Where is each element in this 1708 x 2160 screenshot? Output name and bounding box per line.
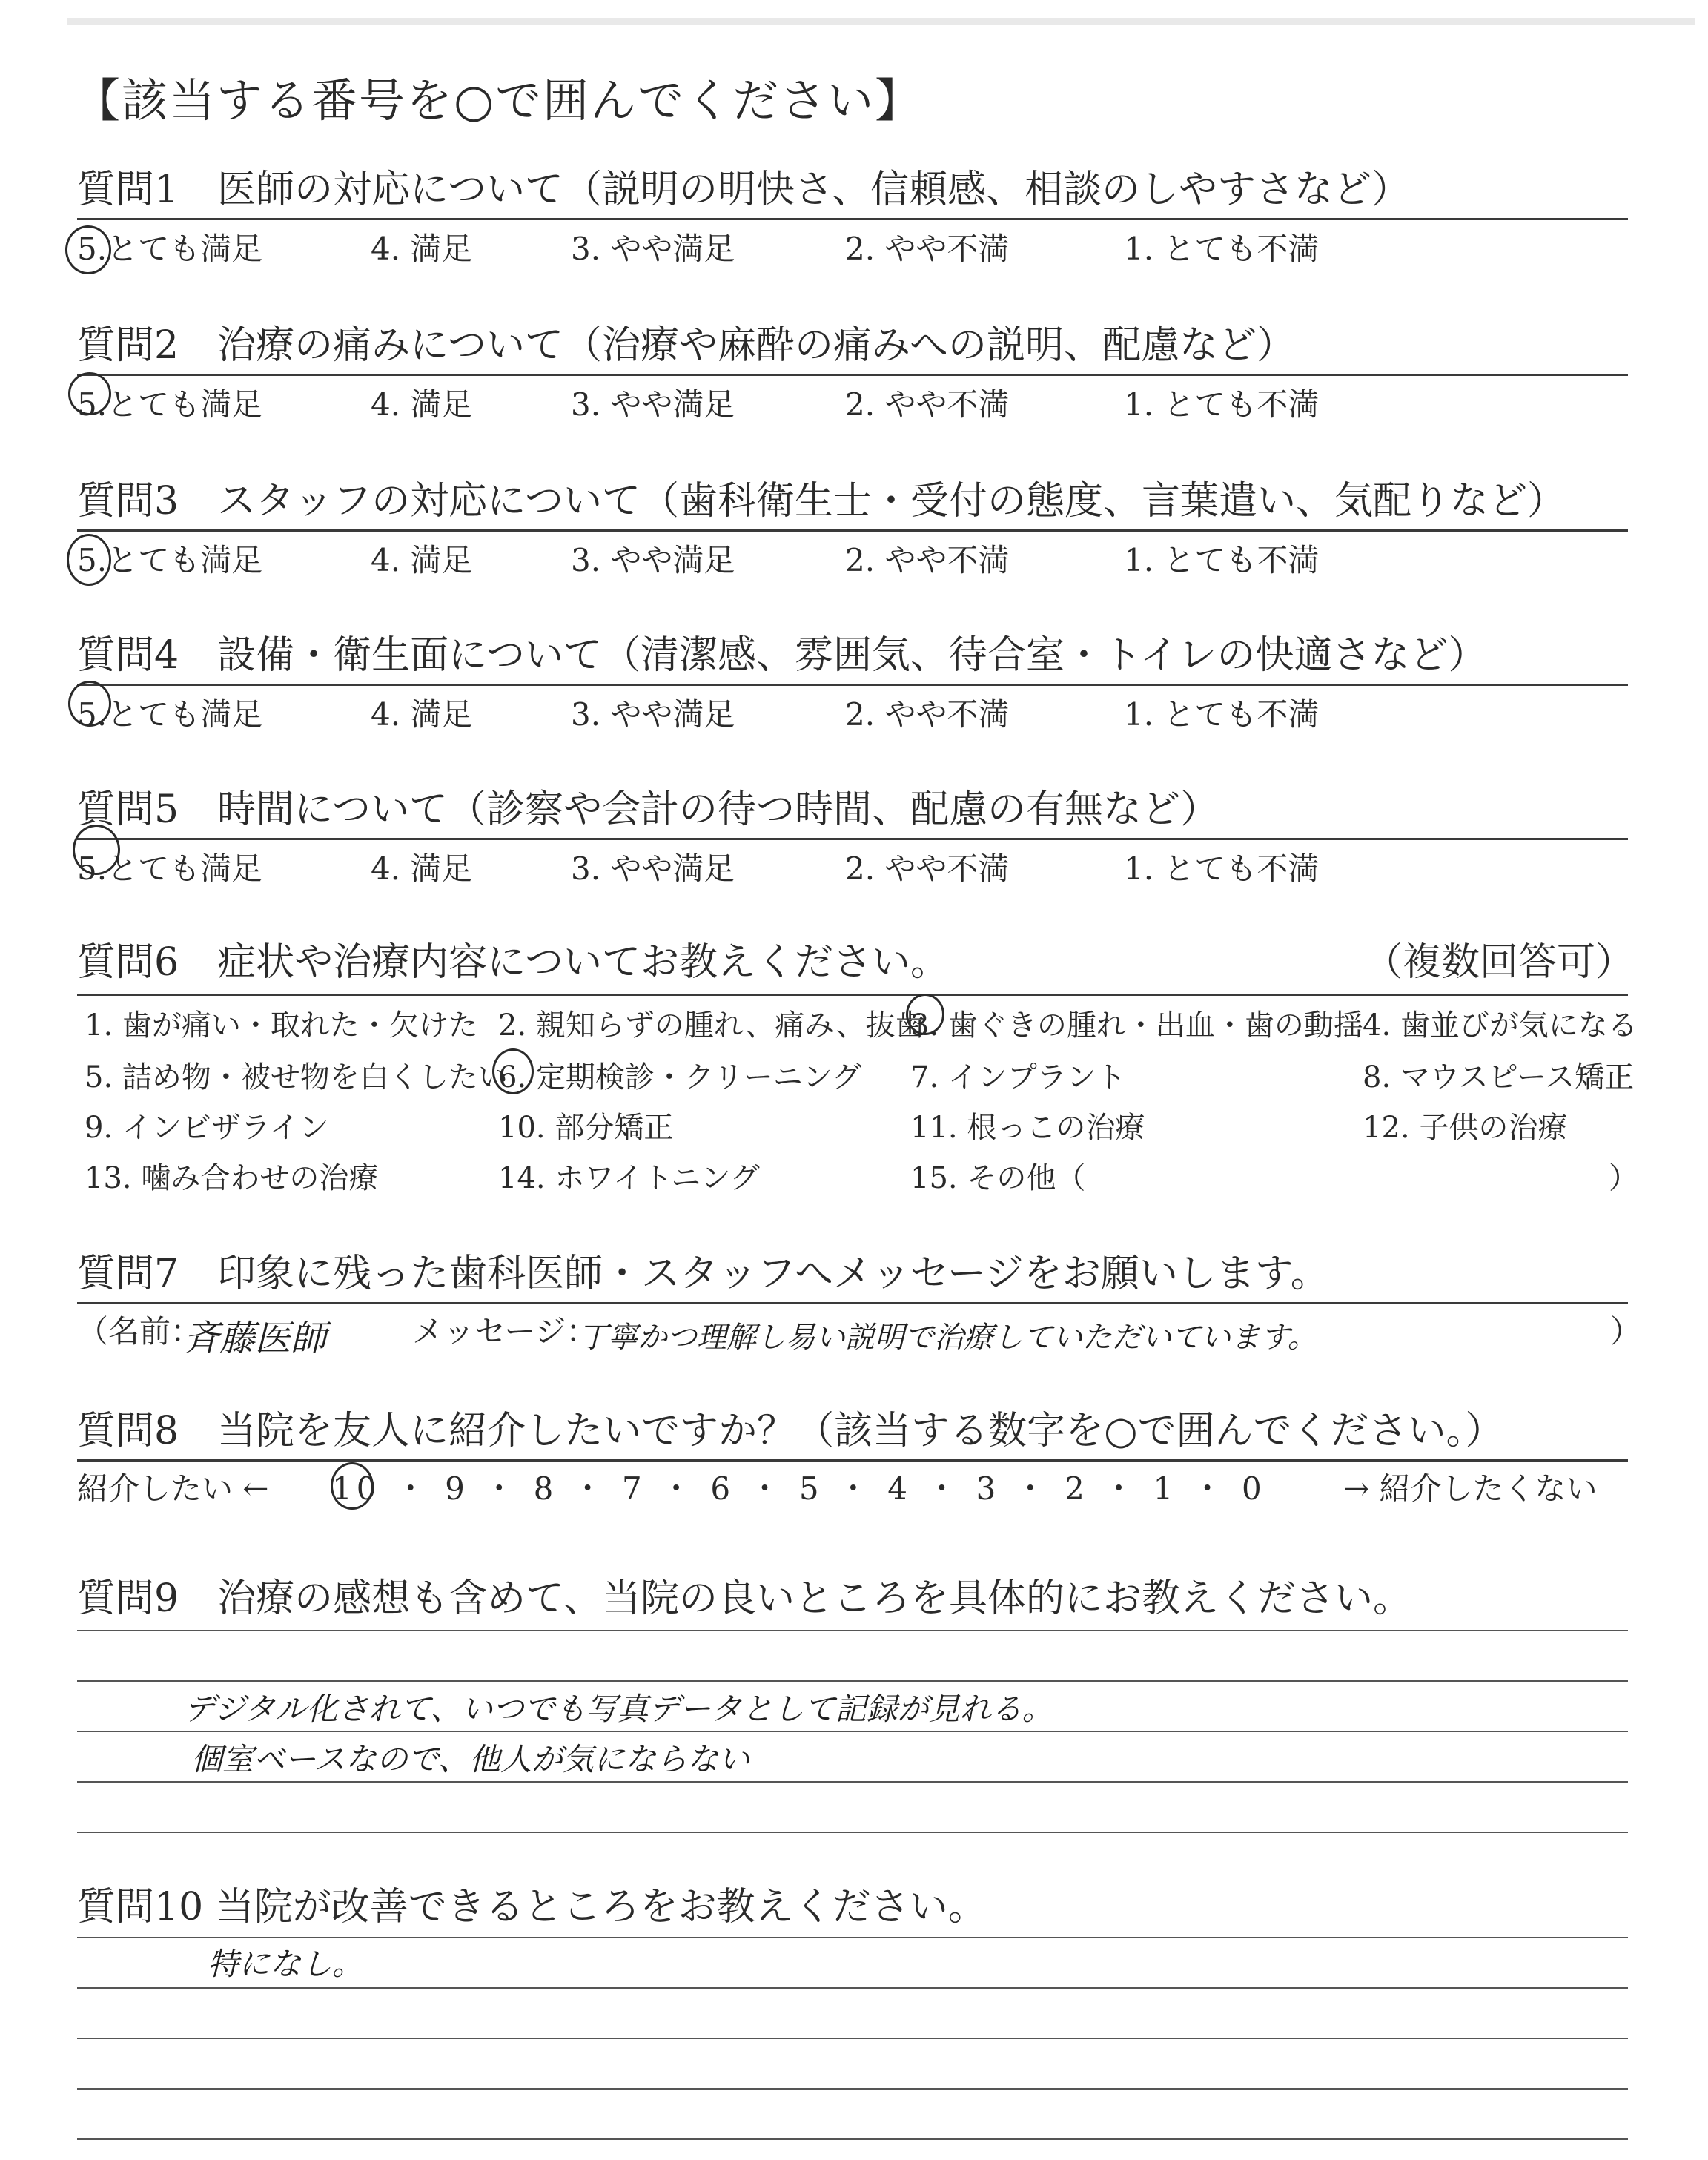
q9-answer-line-1[interactable]: デジタル化されて、いつでも写真データとして記録が見れる。 — [184, 1691, 1053, 1727]
q4-answer-circle — [68, 681, 111, 727]
q9-line-5 — [77, 1832, 1628, 1833]
page-heading: 【該当する番号を○で囲んでください】 — [74, 73, 923, 128]
question-10: 質問10 当院が改善できるところをお教えください。 — [77, 1885, 987, 1929]
q6-item-2[interactable]: 2. 親知らずの腫れ、痛み、抜歯 — [498, 1008, 925, 1043]
q7-message-label: メッセージ： — [412, 1313, 598, 1350]
q10-line-2 — [77, 1987, 1628, 1989]
q6-item-11[interactable]: 11. 根っこの治療 — [910, 1111, 1145, 1145]
q10-line-4 — [77, 2088, 1628, 2090]
q8-scale[interactable]: 10 ・ 9 ・ 8 ・ 7 ・ 6 ・ 5 ・ 4 ・ 3 ・ 2 ・ 1 ・ 0 — [332, 1470, 1266, 1507]
q6-answer-circle-3 — [906, 994, 944, 1035]
q2-answer-circle — [68, 372, 111, 415]
q8-left-label: 紹介したい ← — [77, 1470, 269, 1507]
q3-option-3[interactable]: 3. やや満足 — [571, 542, 735, 578]
q1-option-5[interactable]: 5.とても満足 — [77, 231, 263, 267]
q9-line-1 — [77, 1630, 1628, 1631]
q10-line-3 — [77, 2038, 1628, 2039]
q9-line-4 — [77, 1781, 1628, 1783]
q9-line-2 — [77, 1680, 1628, 1682]
q6-item-9[interactable]: 9. インビザライン — [85, 1111, 329, 1145]
q6-item-13[interactable]: 13. 噛み合わせの治療 — [85, 1161, 379, 1195]
q6-answer-circle-6 — [492, 1048, 534, 1094]
q6-item-15[interactable]: 15. その他（ — [910, 1161, 1086, 1195]
q2-option-3[interactable]: 3. やや満足 — [571, 386, 735, 423]
q5-option-5[interactable]: 5.とても満足 — [77, 851, 263, 887]
scan-top-edge — [67, 18, 1695, 25]
question-6-rule — [77, 994, 1628, 996]
q4-option-3[interactable]: 3. やや満足 — [571, 696, 735, 733]
q4-option-2[interactable]: 2. やや不満 — [845, 696, 1010, 733]
question-4-rule — [77, 684, 1628, 686]
question-8-rule — [77, 1459, 1628, 1462]
q5-option-4[interactable]: 4. 満足 — [371, 851, 473, 887]
question-2-rule — [77, 374, 1628, 376]
q4-option-5[interactable]: 5.とても満足 — [77, 696, 263, 733]
question-7: 質問7 印象に残った歯科医師・スタッフへメッセージをお願いします。 — [77, 1252, 1329, 1296]
q1-option-1[interactable]: 1. とても不満 — [1124, 231, 1320, 267]
question-3-rule — [77, 529, 1628, 532]
q5-option-2[interactable]: 2. やや不満 — [845, 851, 1010, 887]
q10-line-5 — [77, 2138, 1628, 2140]
q5-option-3[interactable]: 3. やや満足 — [571, 851, 735, 887]
q6-item-12[interactable]: 12. 子供の治療 — [1363, 1111, 1568, 1145]
question-9: 質問9 治療の感想も含めて、当院の良いところを具体的にお教えください。 — [77, 1576, 1412, 1621]
q3-option-5[interactable]: 5.とても満足 — [77, 542, 263, 578]
question-8: 質問8 当院を友人に紹介したいですか？（該当する数字を○で囲んでください。） — [77, 1409, 1504, 1453]
q2-option-2[interactable]: 2. やや不満 — [845, 386, 1010, 423]
q6-item-7[interactable]: 7. インプラント — [910, 1060, 1126, 1094]
question-6-note: （複数回答可） — [1364, 940, 1635, 985]
q5-option-1[interactable]: 1. とても不満 — [1124, 851, 1320, 887]
q10-line-1 — [77, 1937, 1628, 1938]
q6-item-6[interactable]: 6. 定期検診・クリーニング — [498, 1060, 862, 1094]
q2-option-1[interactable]: 1. とても不満 — [1124, 386, 1320, 423]
q5-answer-circle — [73, 825, 120, 875]
q1-answer-circle — [65, 225, 111, 274]
q6-item-10[interactable]: 10. 部分矯正 — [498, 1111, 674, 1145]
q6-item-3[interactable]: 3. 歯ぐきの腫れ・出血・歯の動揺 — [910, 1008, 1363, 1043]
question-2: 質問2 治療の痛みについて（治療や麻酔の痛みへの説明、配慮など） — [77, 323, 1296, 368]
q7-close-paren: ） — [1610, 1313, 1642, 1350]
question-1: 質問1 医師の対応について（説明の明快さ、信頼感、相談のしやすさなど） — [77, 168, 1410, 212]
q9-line-3 — [77, 1731, 1628, 1732]
q3-option-4[interactable]: 4. 満足 — [371, 542, 473, 578]
question-4: 質問4 設備・衛生面について（清潔感、雰囲気、待合室・トイレの快適さなど） — [77, 633, 1487, 678]
q4-option-1[interactable]: 1. とても不満 — [1124, 696, 1320, 733]
q1-option-4[interactable]: 4. 満足 — [371, 231, 473, 267]
q6-item-4[interactable]: 4. 歯並びが気になる — [1363, 1008, 1638, 1043]
q1-option-3[interactable]: 3. やや満足 — [571, 231, 735, 267]
q7-name-value[interactable]: 斉藤医師 — [184, 1318, 327, 1359]
question-3: 質問3 スタッフの対応について（歯科衛生士・受付の態度、言葉遣い、気配りなど） — [77, 479, 1566, 524]
question-5: 質問5 時間について（診察や会計の待つ時間、配慮の有無など） — [77, 787, 1219, 832]
q2-option-4[interactable]: 4. 満足 — [371, 386, 473, 423]
q6-item-5[interactable]: 5. 詰め物・被せ物を白くしたい — [85, 1060, 508, 1094]
q8-answer-circle — [331, 1462, 374, 1510]
q3-option-1[interactable]: 1. とても不満 — [1124, 542, 1320, 578]
q4-option-4[interactable]: 4. 満足 — [371, 696, 473, 733]
q7-message-value[interactable]: 丁寧かつ理解し易い説明で治療していただいています。 — [578, 1321, 1317, 1355]
q6-item-1[interactable]: 1. 歯が痛い・取れた・欠けた — [85, 1008, 478, 1043]
q8-right-label: → 紹介したくない — [1343, 1470, 1598, 1507]
q6-item-15-close: ） — [1609, 1161, 1638, 1195]
q3-answer-circle — [67, 534, 111, 586]
question-5-rule — [77, 838, 1628, 840]
q6-item-8[interactable]: 8. マウスピース矯正 — [1363, 1060, 1635, 1094]
q1-option-2[interactable]: 2. やや不満 — [845, 231, 1010, 267]
question-1-rule — [77, 218, 1628, 220]
q9-answer-line-2[interactable]: 個室ベースなので、他人が気にならない — [191, 1741, 750, 1777]
q10-answer[interactable]: 特になし。 — [208, 1946, 364, 1982]
q3-option-2[interactable]: 2. やや不満 — [845, 542, 1010, 578]
q6-item-14[interactable]: 14. ホワイトニング — [498, 1161, 760, 1195]
q2-option-5[interactable]: 5.とても満足 — [77, 386, 263, 423]
q7-name-label: （名前： — [77, 1313, 202, 1350]
question-6: 質問6 症状や治療内容についてお教えください。 — [77, 940, 950, 985]
question-7-rule — [77, 1302, 1628, 1304]
